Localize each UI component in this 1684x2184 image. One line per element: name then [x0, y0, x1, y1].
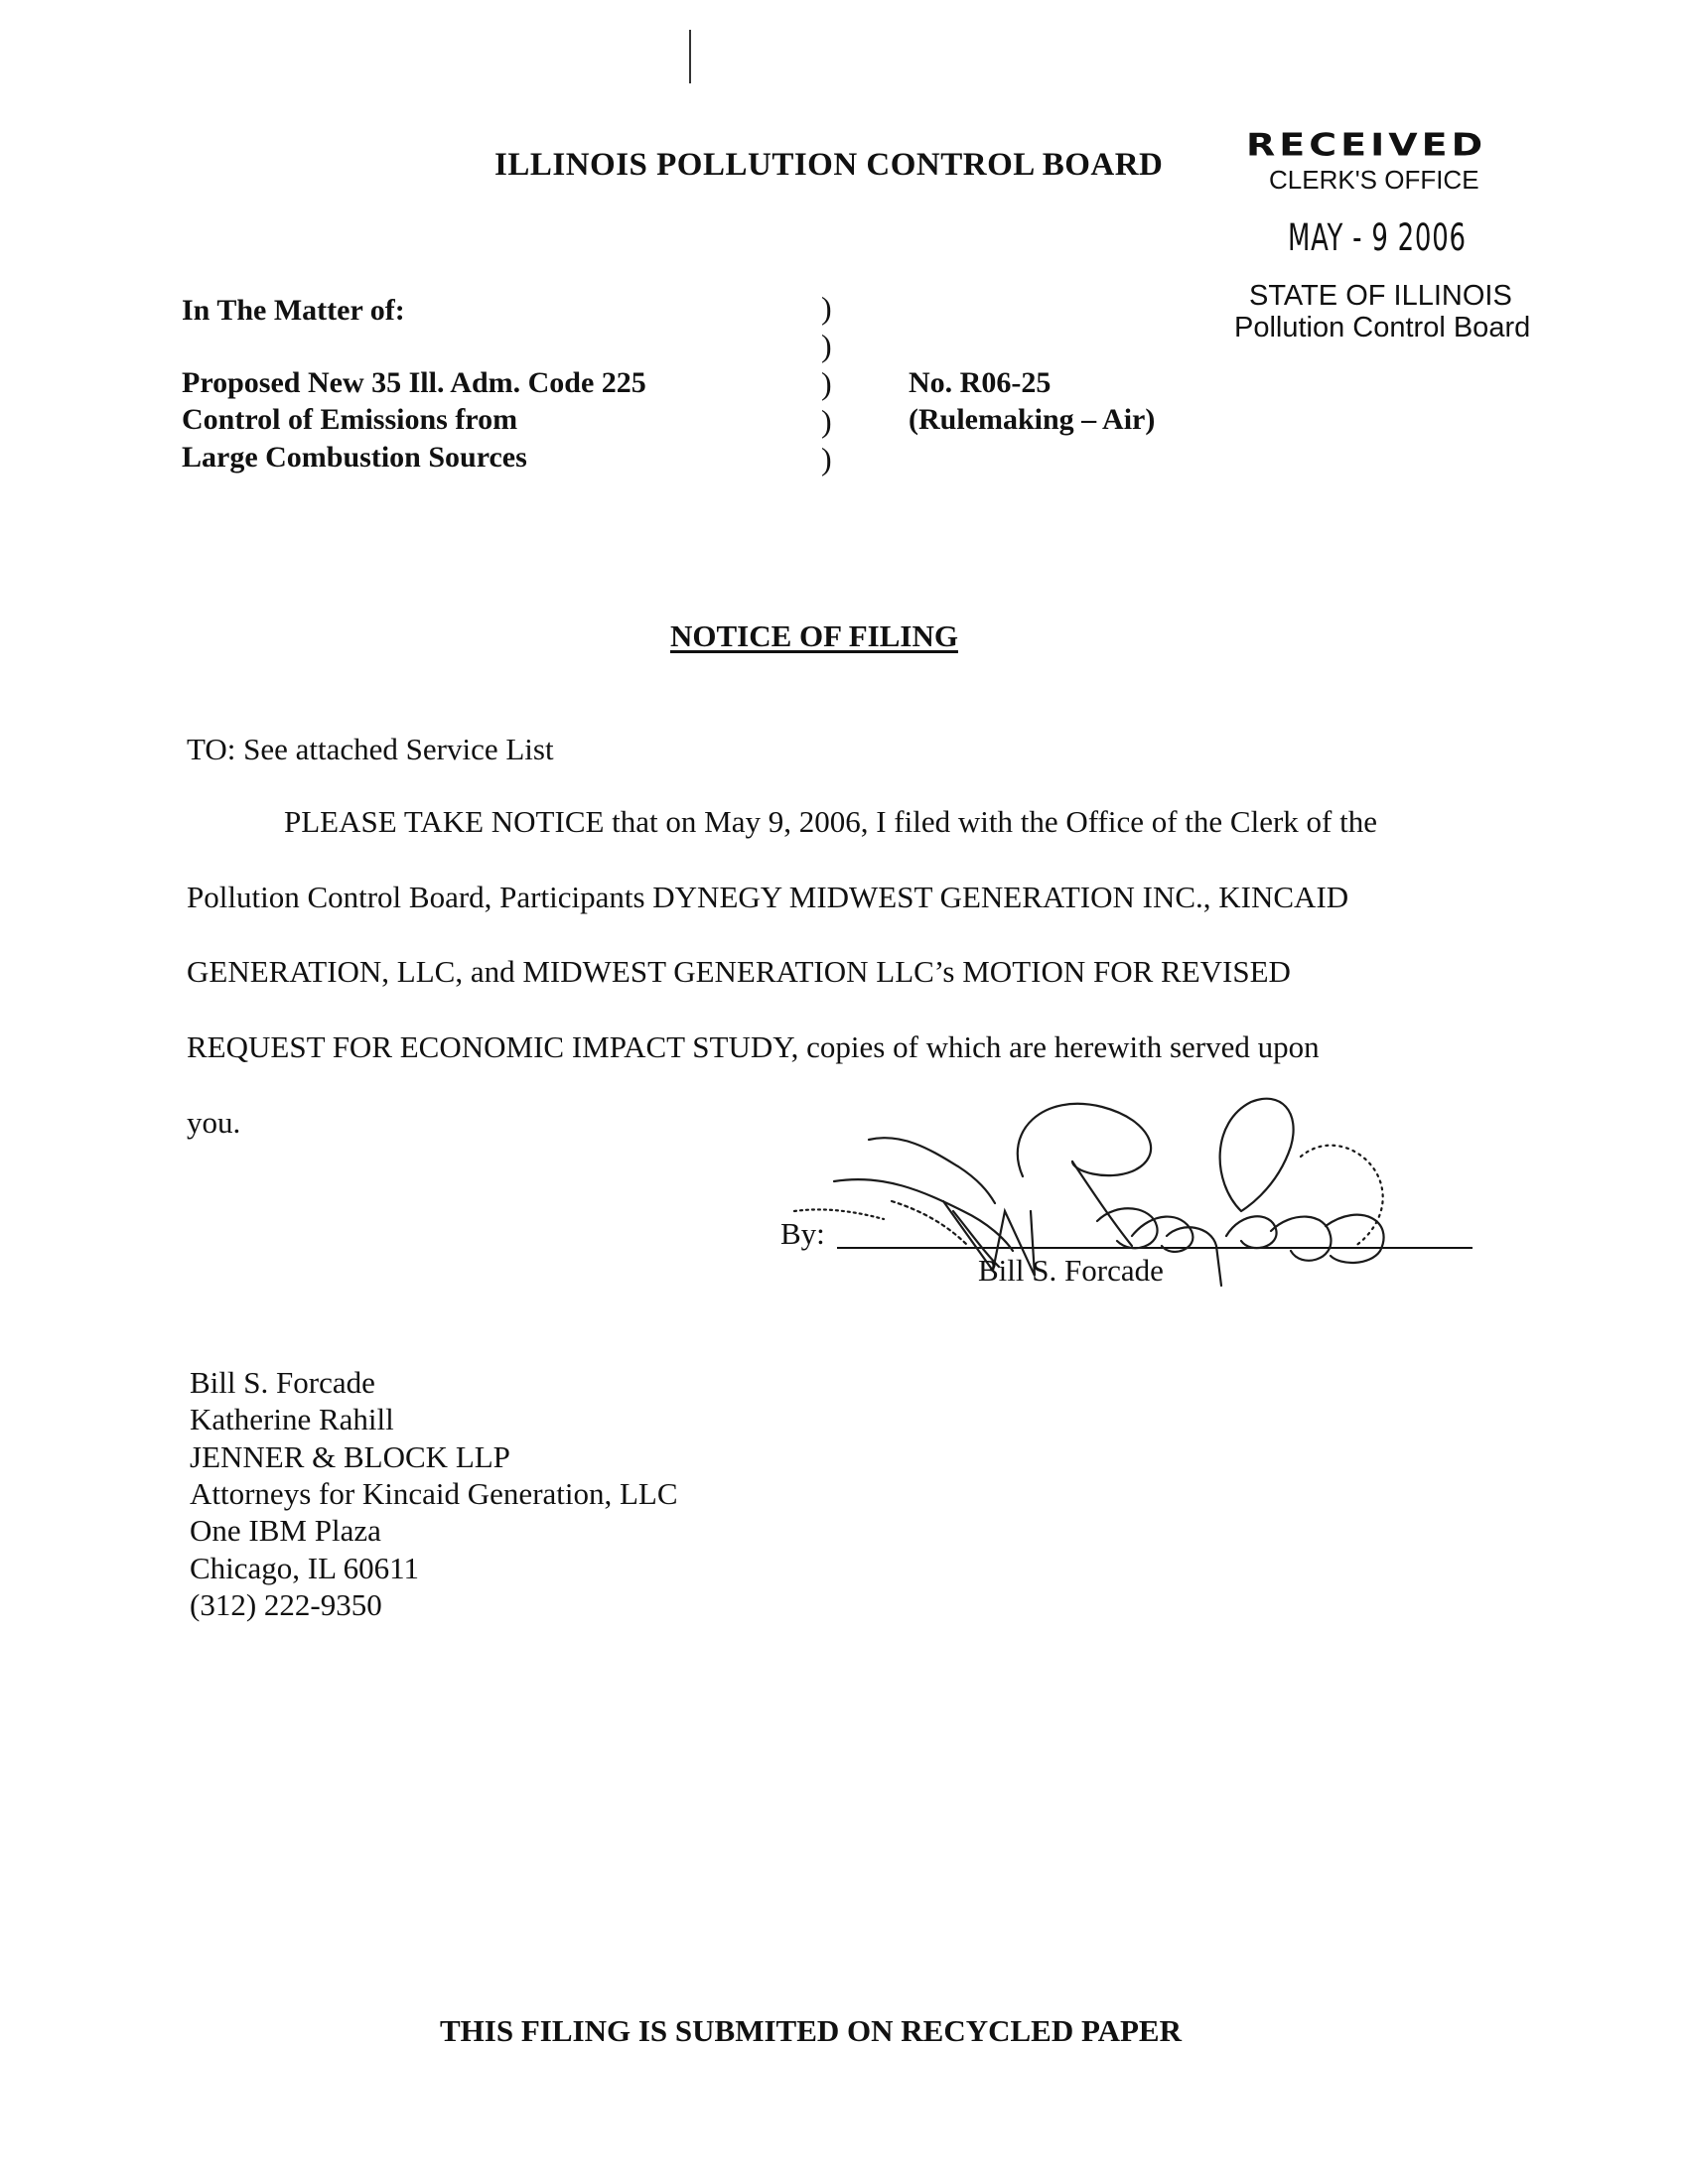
board-title: ILLINOIS POLLUTION CONTROL BOARD [494, 147, 1164, 183]
address-line: One IBM Plaza [190, 1513, 381, 1548]
notice-body-line: REQUEST FOR ECONOMIC IMPACT STUDY, copies of which are herewith served upon [187, 1029, 1320, 1064]
stamp-received: RECEIVED [1246, 127, 1487, 164]
caption-paren: ) [821, 441, 832, 477]
address-line: (312) 222-9350 [190, 1587, 382, 1622]
caption-paren: ) [821, 403, 832, 439]
stamp-state: STATE OF ILLINOIS [1249, 280, 1512, 312]
caption-line: Large Combustion Sources [182, 441, 527, 474]
docket-type: (Rulemaking – Air) [909, 403, 1156, 436]
address-line: Chicago, IL 60611 [190, 1551, 420, 1585]
to-line: TO: See attached Service List [187, 732, 554, 766]
address-line: JENNER & BLOCK LLP [190, 1439, 510, 1474]
notice-body-line: PLEASE TAKE NOTICE that on May 9, 2006, I filed with the Office of the Clerk of the [284, 804, 1377, 839]
scan-mark [689, 30, 691, 83]
notice-body-line: Pollution Control Board, Participants DYNEGY MIDWEST GENERATION INC., KINCAID [187, 880, 1349, 914]
caption-paren: ) [821, 290, 832, 326]
caption-line: Proposed New 35 Ill. Adm. Code 225 [182, 366, 646, 399]
docket-number: No. R06-25 [909, 366, 1052, 399]
caption-paren: ) [821, 328, 832, 363]
caption-line: Control of Emissions from [182, 403, 518, 436]
notice-body-line: GENERATION, LLC, and MIDWEST GENERATION LLC’s MOTION FOR REVISED [187, 954, 1291, 989]
address-line: Bill S. Forcade [190, 1365, 375, 1400]
by-label: By: [780, 1216, 825, 1251]
caption-paren: ) [821, 365, 832, 401]
address-line: Attorneys for Kincaid Generation, LLC [190, 1476, 678, 1511]
recycled-paper-footer: THIS FILING IS SUBMITED ON RECYCLED PAPER [440, 2013, 1182, 2048]
stamp-clerks-office: CLERK'S OFFICE [1269, 165, 1479, 195]
notice-title: NOTICE OF FILING [670, 618, 958, 653]
stamp-date: MAY - 9 2006 [1288, 216, 1467, 259]
in-the-matter-of: In The Matter of: [182, 294, 405, 327]
stamp-board: Pollution Control Board [1234, 312, 1531, 343]
address-line: Katherine Rahill [190, 1402, 394, 1436]
notice-body-line: you. [187, 1105, 241, 1140]
signer-name: Bill S. Forcade [978, 1253, 1164, 1288]
